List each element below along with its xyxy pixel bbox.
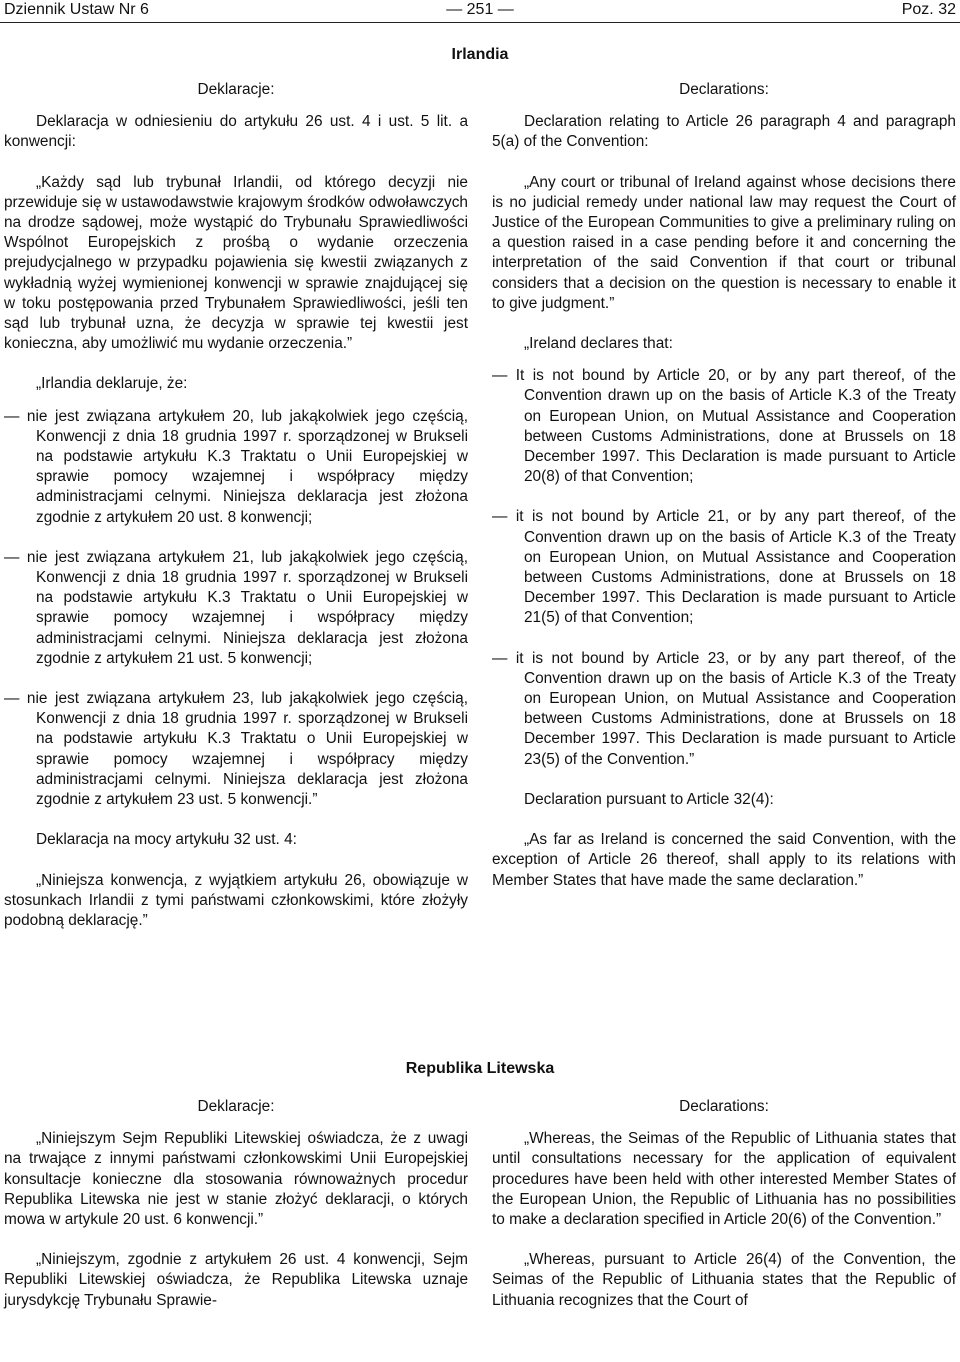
pl-intro: Deklaracja w odniesieniu do artykułu 26 ust. 4 i ust. 5 lit. a konwencji: [4,113,468,151]
en-declares: „Ireland declares that: [524,335,673,353]
pl-item-2: — nie jest związana artykułem 21, lub jakąkolwiek jego częścią, Konwencji z dnia 18 grudnia 1997 r. sporządzonej w Brukseli na podstawie artykułu K.3 Traktatu o Unii Europejskiej w sprawie pomocy wzajemnej i współpracy między administracjami celnymi. Niniejsza deklaracja jest złożona zgodnie z artykułem 21 ust. 5 konwencji; [4,548,468,667]
en-art32-quote: „As far as Ireland is concerned the said Convention, with the exception of Article 26 thereof, shall apply to its relations with Member States that have made the same declaration.” [492,831,956,889]
en-art32: Declaration pursuant to Article 32(4): [524,790,774,808]
header-rule [0,22,960,23]
pl-declarations-heading: Deklaracje: [197,81,275,98]
section-title-ireland: Irlandia [451,46,509,63]
section-title-lithuania: Republika Litewska [405,1060,555,1077]
ireland-polish-column [4,80,468,931]
page-header [4,0,956,22]
en-declarations-heading: Declarations: [679,81,769,98]
en-item-2: — it is not bound by Article 21, or by any part thereof, of the Convention drawn up on the basis of Article K.3 of the Treaty on European Union, on Mutual Assistance and Cooperation between Customs Administrations, done at Brussels on 18 December 1997. This Declaration is made pursuant to Article 21(5) of that Convention; [492,508,956,627]
page-number: — 251 — [446,1,514,18]
lithuania-english-column [492,1097,956,1311]
journal-title: Dziennik Ustaw Nr 6 [4,1,149,18]
pl-art32-quote: „Niniejsza konwencja, z wyjątkiem artykułu 26, obowiązuje w stosunkach Irlandii z tymi państwami członkowskimi, które złożyły podobną deklarację.” [4,871,468,929]
pl-item-3: — nie jest związana artykułem 23, lub jakąkolwiek jego częścią, Konwencji z dnia 18 grudnia 1997 r. sporządzonej w Brukseli na podstawie artykułu K.3 Traktatu o Unii Europejskiej w sprawie pomocy wzajemnej i współpracy między administracjami celnymi. Niniejsza deklaracja jest złożona zgodnie z artykułem 23 ust. 5 konwencji.” [4,690,468,809]
position-number: Poz. 32 [901,1,956,18]
en-intro: Declaration relating to Article 26 paragraph 4 and paragraph 5(a) of the Convention: [492,113,956,151]
lt-pl-paragraph-2: „Niniejszym, zgodnie z artykułem 26 ust. 4 konwencji, Sejm Republiki Litewskiej oświadcza, że Republika Litewska uznaje jurysdykcję Trybunału Sprawie- [4,1251,468,1309]
pl-quote: „Każdy sąd lub trybunał Irlandii, od którego decyzji nie przewiduje się w ustawodawstwie krajowym środków odwoławczych na drodze sądowej, może wystąpić do Trybunału Sprawiedliwości Wspólnot Europejskich z prośbą o wydanie orzeczenia prejudycjalnego w przypadku pojawienia się kwestii związanych z wykładnią wyżej wymienionej konwencji w sprawie znajdującej się w toku postępowania przed Trybunałem Sprawiedliwości, jeśli ten sąd lub trybunał uzna, że decyzja w sprawie tej kwestii jest konieczna, aby umożliwić mu wydanie orzeczenia.” [4,173,468,353]
lt-en-paragraph-2: „Whereas, pursuant to Article 26(4) of the Convention, the Seimas of the Republic of Lithuania states that the Republic of Lithuania recognizes that the Court of [492,1251,956,1309]
en-item-3: — it is not bound by Article 23, or by any part thereof, of the Convention drawn up on the basis of Article K.3 of the Treaty on European Union, on Mutual Assistance and Cooperation between Customs Administrations, done at Brussels on 18 December 1997. This Declaration is made pursuant to Article 23(5) of the Convention.” [492,649,956,768]
en-quote: „Any court or tribunal of Ireland against whose decisions there is no judicial remedy under national law may request the Court of Justice of the European Communities to give a preliminary ruling on a question raised in a case pending before it and concerning the interpretation of the said Convention if that court or tribunal considers that a decision on the question is necessary to enable it to give judgment.” [492,173,956,312]
lt-pl-declarations-heading: Deklaracje: [197,1098,275,1115]
pl-item-1: — nie jest związana artykułem 20, lub jakąkolwiek jego częścią, Konwencji z dnia 18 grudnia 1997 r. sporządzonej w Brukseli na podstawie artykułu K.3 Traktatu o Unii Europejskiej w sprawie pomocy wzajemnej i współpracy między administracjami celnymi. Niniejsza deklaracja jest złożona zgodnie z artykułem 20 ust. 8 konwencji; [4,407,468,526]
pl-art32: Deklaracja na mocy artykułu 32 ust. 4: [36,831,297,849]
lt-en-paragraph-1: „Whereas, the Seimas of the Republic of Lithuania states that until consultations necessary for the application of equivalent procedures have been held with other interested Member States of the European Union, the Republic of Lithuania has no possibilities to make a declaration specified in Article 20(6) of the Convention.” [492,1130,956,1229]
lt-en-declarations-heading: Declarations: [679,1098,769,1115]
ireland-english-column [492,80,956,891]
en-item-1: — It is not bound by Article 20, or by any part thereof, of the Convention drawn up on the basis of Article K.3 of the Treaty on European Union, on Mutual Assistance and Cooperation between Customs Administrations, done at Brussels on 18 December 1997. This Declaration is made pursuant to Article 20(8) of that Convention; [492,367,956,486]
lt-pl-paragraph-1: „Niniejszym Sejm Republiki Litewskiej oświadcza, że z uwagi na trwające z innymi państwami członkowskimi Unii Europejskiej konsultacje konieczne dla stosowania równoważnych procedur Republika Litewska nie jest w stanie złożyć deklaracji, o których mowa w artykule 20 ust. 6 konwencji.” [4,1130,468,1229]
pl-declares: „Irlandia deklaruje, że: [36,375,188,393]
lithuania-polish-column [4,1097,468,1311]
